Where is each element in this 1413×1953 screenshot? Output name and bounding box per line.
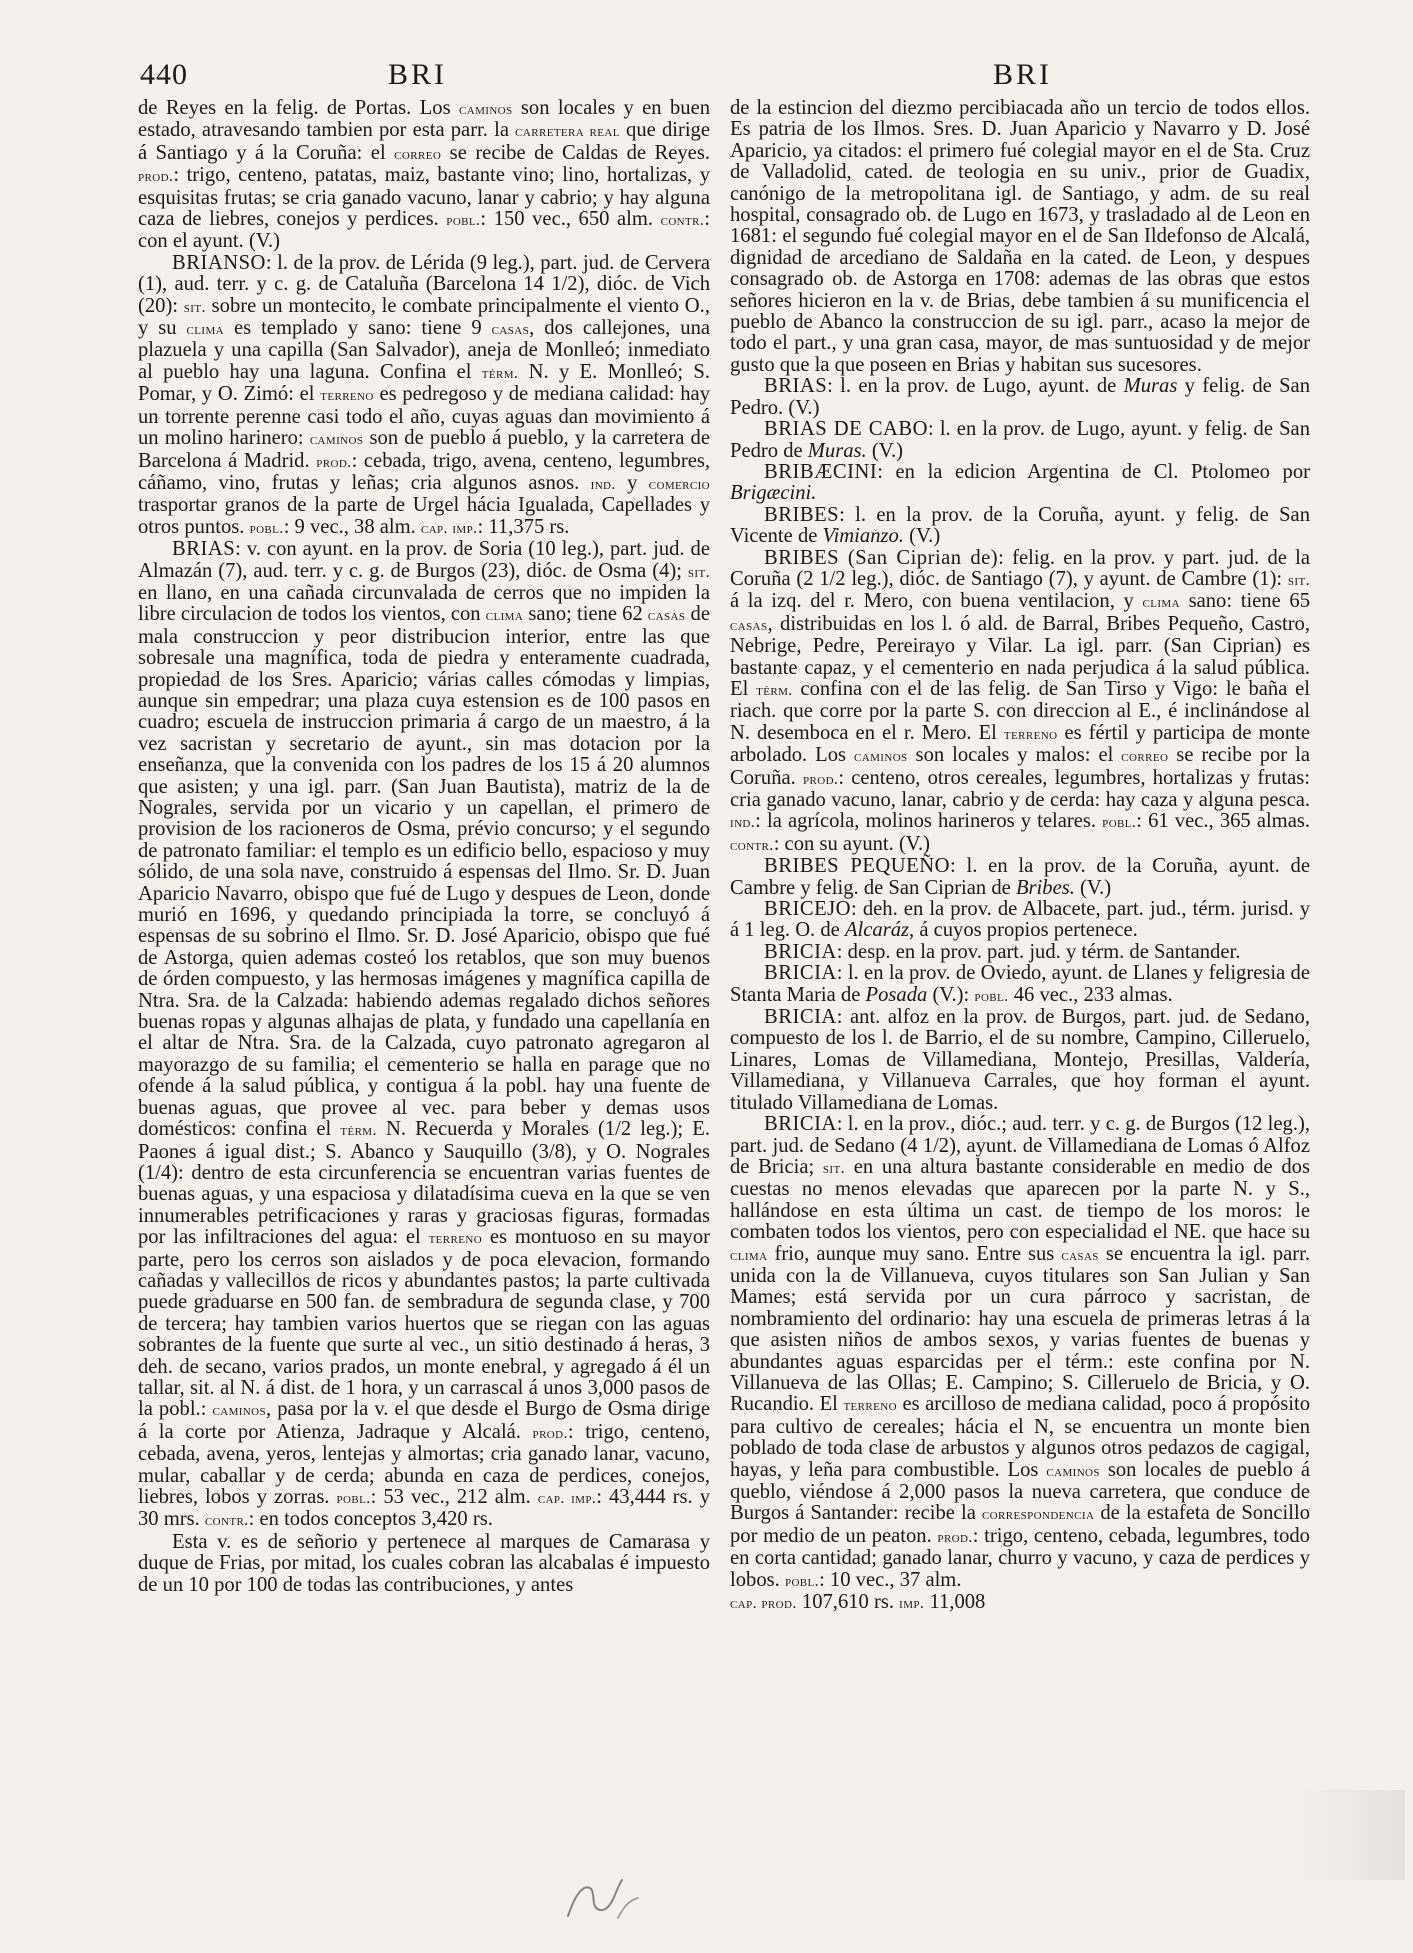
page-number: 440	[140, 58, 188, 91]
headword: BRIAS DE CABO	[764, 418, 929, 441]
headword: BRIBES (San Ciprian de)	[764, 546, 999, 569]
entry-brianso: BRIANSO: l. de la prov. de Lérida (9 leg.), part. jud. de Cervera (1), aud. terr. y c. g. de Cataluña (Barcelona 14 1/2), dióc. de Vich (20): sit. sobre un montecito, le combate principalmente el viento O., y su clima es templado y sano: tiene 9 casas, dos callejones, una plazuela y una capilla (San Salvador), aneja de Monlleó; inmediato al pueblo hay una laguna. Confina el térm. N. y E. Monlleó; S. Pomar, y O. Zimó: el terreno es pedregoso y de mediana calidad: hay un torrente perenne casi todo el año, cuyas aguas dan movimiento á un molino harinero: caminos son de pueblo á pueblo, y la carretera de Barcelona á Madrid. prod.: cebada, trigo, avena, centeno, legumbres, cáñamo, vino, frutas y leñas; cria algunos asnos. ind. y comercio trasportar granos de la parte de Urgel hácia Igualada, Capellades y otros puntos. pobl.: 9 vec., 38 alm. cap. imp.: 11,375 rs.	[138, 251, 710, 538]
entry-brias-lugo: BRIAS: l. en la prov. de Lugo, ayunt. de Muras y felig. de San Pedro. (V.)	[730, 375, 1310, 419]
entry-bricia-alfoz: BRICIA: ant. alfoz en la prov. de Burgos, part. jud. de Sedano, compuesto de los l. de Barrio, el de su nombre, Campino, Cilleruelo, Linares, Lomas de Villamediana, Montejo, Presillas, Valdería, Villamediana, y Villanueva Carrales, que hoy forman el ayunt. titulado Villamediana de Lomas.	[730, 1006, 1310, 1114]
headword: BRICIA	[764, 1113, 837, 1136]
headword: BRIBÆCINI	[764, 460, 878, 483]
entry-brias-senorio: Esta v. es de señorio y pertenece al marques de Camarasa y duque de Frias, por mitad, los cuales cobran las alcabalas é impuesto de un 10 por 100 de todas las contribuciones, y antes	[138, 1530, 710, 1596]
right-column	[730, 98, 1310, 1878]
headword: BRICIA	[764, 962, 837, 985]
entry-bricia-santander: BRICIA: desp. en la prov. part. jud. y térm. de Santander.	[764, 940, 1241, 963]
headword: BRIAS	[172, 538, 236, 561]
headword: BRIBES PEQUEÑO	[764, 855, 950, 878]
headword: BRIBES	[764, 503, 840, 526]
headword: BRICEJO	[764, 898, 852, 921]
left-column	[138, 98, 710, 1878]
entry-bribes: BRIBES: l. en la prov. de la Coruña, ayunt. y felig. de San Vicente de Vimianzo. (V.)	[730, 503, 1310, 548]
handwritten-mark	[560, 1858, 650, 1928]
entry-brias-de-cabo: BRIAS DE CABO: l. en la prov. de Lugo, ayunt. y felig. de San Pedro de Muras. (V.)	[730, 418, 1310, 462]
entry-continuation: de Reyes en la felig. de Portas. Los caminos son locales y en buen estado, atravesando tambien por esta parr. la carretera real que dirige á Santiago y á la Coruña: el correo se recibe de Caldas de Reyes. prod.: trigo, centeno, patatas, maiz, bastante vino; lino, hortalizas, y esquisitas frutas; se cria ganado vacuno, lanar y cabrio; y hay alguna caza de liebres, conejos y perdices. pobl.: 150 vec., 650 alm. contr.: con el ayunt. (V.)	[138, 98, 710, 253]
headword: BRIAS	[764, 375, 828, 398]
entry-brias-soria: BRIAS: v. con ayunt. en la prov. de Soria (10 leg.), part. jud. de Almazán (7), aud. terr. y c. g. de Burgos (23), dióc. de Osma (4); sit. en llano, en una cañada circunvalada de cerros que no impiden la libre circulacion de todos los vientos, con clima sano; tiene 62 casas de mala construccion y peor distribucion interior, entre las que sobresale una magnífica, toda de piedra y enteramente cuadrada, propiedad de los Sres. Aparicio; várias calles cómodas y limpias, aunque sin empedrar; una plaza cuya estension es de 100 pasos en cuadro; escuela de instruccion primaria á cargo de un maestro, á la vez sacristan y secretario de ayunt., sin mas dotacion por la enseñanza, que la convenida con los padres de los 15 á 20 alumnos que asisten; y una igl. parr. (San Juan Bautista), matriz de la de Nograles, servida por un vicario y un capellan, el primero de provision de los racioneros de Osma, prévio concurso; y el segundo de patronato familiar: el templo es un edificio bello, espacioso y muy sólido, de una sola nave, construido á espensas del Ilmo. Sr. D. Juan Aparicio Navarro, obispo que fué de Lugo y despues de Leon, donde murió en 1696, y quedando principiada la torre, se concluyó á espensas de su sobrino el Ilmo. Sr. D. José Aparicio, obispo que fué de Astorga, quien ademas costeó los retablos, que son muy buenos de órden compuesto, y las hermosas imágenes y magnífica capilla de Ntra. Sra. de la Calzada: habiendo ademas regalado dichos señores buenas ropas y algunas alhajas de plata, y fundado una capellanía en el altar de Ntra. Sra. de la Calzada, cuyo patronato agregaron al mayorazgo de su familia; el cementerio se halla en parage que no ofende á la salud pública, y contigua á la pobl. hay una fuente de buenas aguas, que provee al vec. para beber y demas usos domésticos: confina el térm. N. Recuerda y Morales (1/2 leg.); E. Paones á igual dist.; S. Abanco y Sauquillo (3/8), y O. Nograles (1/4): dentro de esta circunferencia se encuentran varias fuentes de buenas aguas, y una espaciosa y dilatadísima cueva en la que se ven innumerables petrificaciones y raras y graciosas figuras, formadas por las infiltraciones del agua: el terreno es montuoso en su mayor parte, pero los cerros son aislados y de poca elevacion, formando cañadas y vallecillos de ricos y abundantes pastos; la parte cultivada puede graduarse en 500 fan. de sembradura de segunda clase, y 700 de tercera; hay tambien varios huertos que se riegan con las aguas sobrantes de la fuente que surte al vec., un sitio destinado á heras, 3 deh. de secano, varios prados, un monte enebral, y agregado á él un tallar, sit. al N. á dist. de 1 hora, y un carrascal á unos 3,000 pasos de la pobl.: caminos, pasa por la v. el que desde el Burgo de Osma dirige á la corte por Atienza, Jadraque y Alcalá. prod.: trigo, centeno, cebada, avena, yeros, lentejas y almortas; cria ganado lanar, vacuno, mular, caballar y de cerda; abunda en caza de perdices, conejos, liebres, lobos y zorras. pobl.: 53 vec., 212 alm. cap. imp.: 43,444 rs. y 30 mrs. contr.: en todos conceptos 3,420 rs.	[138, 538, 710, 1531]
headword: BRIANSO	[172, 251, 266, 274]
entry-continuation: de la estincion del diezmo percibiacada año un tercio de todos ellos. Es patria de los Ilmos. Sres. D. Juan Aparicio y Navarro y D. José Aparicio, ya citados: el primero fué colegial mayor en el de Sta. Cruz de Valladolid, cated. de teologia en su univ., prior de Guadix, canónigo de la metropolitana igl. de Santiago, y adm. de su real hospital, consagrado ob. de Lugo en 1673, y trasladado al de Leon en 1681: el segundo fué colegial mayor en el de San Ildefonso de Alcalá, dignidad de arcediano de Saldaña en la cated. de Leon, y despues consagrado ob. de Astorga en 1708: ademas de las obras que estos señores hicieron en la v. de Brias, debe tambien á su munificencia el pueblo de Abanco la construccion de su igl. parr., acaso la mejor de todo el part., y una gran casa, mayor, de mas suntuosidad y de mejor gusto que la que poseen en Brias y habitan sus sucesores.	[730, 98, 1310, 376]
entry-bribaecini: BRIBÆCINI: en la edicion Argentina de Cl. Ptolomeo por Brigæcini.	[730, 460, 1310, 505]
left-running-head: BRI	[388, 58, 448, 91]
entry-bricia-burgos: BRICIA: l. en la prov., dióc.; aud. terr. y c. g. de Burgos (12 leg.), part. jud. de Sedano (4 1/2), ayunt. de Villamediana de Lomas ó Alfoz de Bricia; sit. en una altura bastante considerable en medio de dos cuestas no menos elevadas que aparecen por la parte N. y S., hallándose en esta última un cast. de tiempo de los moros: le combaten todos los vientos, pero con especialidad el NE. que hace su clima frio, aunque muy sano. Entre sus casas se encuentra la igl. parr. unida con la de Villanueva, cuyos titulares son San Julian y San Mames; está servida por un cura párroco y sacristan, de nombramiento del ordinario: hay una escuela de primeras letras á la que asisten niños de ambos sexos, y varias fuentes de buenas y abundantes aguas esparcidas per el térm.: este confina por N. Villanueva de las Ollas; E. Campino; S. Cilleruelo de Bricia, y O. Rucandio. El terreno es arcilloso de mediana calidad, poco á propósito para cultivo de cereales; hácia el N, se encuentra un monte bien poblado de toda clase de arbustos y algunos otros pedazos de cagigal, hayas, y leña para combustible. Los caminos son locales de pueblo á queblo, viéndose á 2,000 pasos la nueva carretera, que conduce de Burgos á Santander: recibe la correspondencia de la estafeta de Soncillo por medio de un peaton. prod.: trigo, centeno, cebada, legumbres, todo en corta cantidad; ganado lanar, churro y vacuno, y caza de perdices y lobos. pobl.: 10 vec., 37 alm.	[730, 1113, 1310, 1591]
right-running-head: BRI	[993, 58, 1053, 91]
headword: BRICIA	[764, 1006, 837, 1029]
page-edge-shadow	[1295, 1790, 1405, 1880]
entry-bricia-oviedo: BRICIA: l. en la prov. de Oviedo, ayunt. de Llanes y feligresia de Stanta Maria de Posada (V.): pobl. 46 vec., 233 almas.	[730, 962, 1310, 1006]
page-header	[0, 58, 1413, 98]
entry-bricejo: BRICEJO: deh. en la prov. de Albacete, part. jud., térm. jurisd. y á 1 leg. O. de Alcaráz, á cuyos propios pertenece.	[730, 898, 1310, 942]
entry-bribes-san-ciprian: BRIBES (San Ciprian de): felig. en la prov. y part. jud. de la Coruña (2 1/2 leg.), dióc. de Santiago (7), y ayunt. de Cambre (1): sit. á la izq. del r. Mero, con buena ventilacion, y clima sano: tiene 65 casas, distribuidas en los l. ó ald. de Barral, Bribes Pequeño, Castro, Nebrige, Pedre, Pereirayo y Vilar. La igl. parr. (San Ciprian) es bastante capaz, y el cementerio en nada perjudica á la salud pública. El térm. confina con el de las felig. de San Tirso y Vigo: le baña el riach. que corre por la parte S. con direccion al E., é inclinándose al N. desemboca en el r. Mero. El terreno es fértil y participa de monte arbolado. Los caminos son locales y malos: el correo se recibe por la Coruña. prod.: centeno, otros cereales, legumbres, hortalizas y frutas: cria ganado vacuno, lanar, cabrio y de cerda: hay caza y alguna pesca. ind.: la agrícola, molinos harineros y telares. pobl.: 61 vec., 365 almas. contr.: con su ayunt. (V.)	[730, 546, 1310, 855]
headword: BRICIA	[764, 940, 837, 963]
entry-bribes-pequeno: BRIBES PEQUEÑO: l. en la prov. de la Coruña, ayunt. de Cambre y felig. de San Ciprian de Bribes. (V.)	[730, 855, 1310, 899]
entry-bricia-burgos-end: cap. prod. 107,610 rs. imp. 11,008	[730, 1591, 986, 1614]
